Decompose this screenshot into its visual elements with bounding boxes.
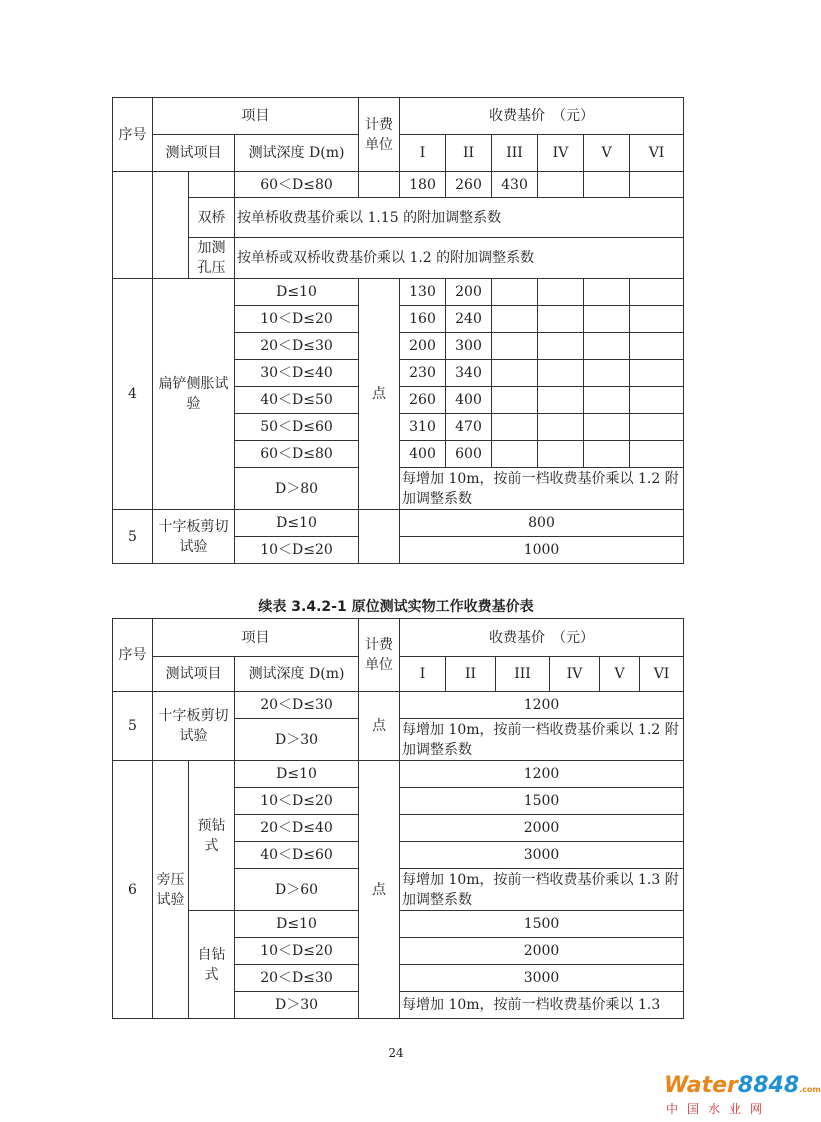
grade-2: II — [446, 657, 496, 692]
price-note-cell: 每增加 10m，按前一档收费基价乘以 1.2 附加调整系数 — [400, 468, 684, 510]
test-name-cell: 扁铲侧胀试验 — [153, 279, 235, 510]
price-cell: 2000 — [400, 938, 684, 965]
price-cell — [630, 172, 684, 198]
logo-brand-b: 8848 — [737, 1073, 800, 1098]
grade-1: I — [400, 657, 446, 692]
price-cell: 400 — [400, 441, 446, 468]
price-cell: 1200 — [400, 761, 684, 788]
price-cell: 1200 — [400, 692, 684, 719]
unit-cell: 点 — [359, 692, 400, 761]
header-price: 收费基价 （元） — [400, 619, 684, 657]
price-cell — [538, 172, 584, 198]
extra-pore-label: 加测孔压 — [189, 238, 235, 279]
price-cell — [584, 333, 630, 360]
depth-cell: 40＜D≤60 — [235, 842, 359, 869]
depth-cell: 10＜D≤20 — [235, 788, 359, 815]
price-cell — [538, 387, 584, 414]
price-cell — [584, 387, 630, 414]
price-cell — [538, 414, 584, 441]
header-test-item: 测试项目 — [153, 657, 235, 692]
unit-cell: 点 — [359, 279, 400, 510]
unit-cell: 点 — [359, 761, 400, 1019]
price-cell — [492, 387, 538, 414]
grade-1: I — [400, 135, 446, 172]
price-cell: 260 — [446, 172, 492, 198]
test-name-cell: 十字板剪切试验 — [153, 510, 235, 564]
price-cell — [584, 279, 630, 306]
price-cell: 240 — [446, 306, 492, 333]
depth-cell: D≤10 — [235, 761, 359, 788]
price-cell: 1500 — [400, 911, 684, 938]
price-cell — [630, 360, 684, 387]
price-note-cell: 每增加 10m，按前一档收费基价乘以 1.3 附加调整系数 — [400, 869, 684, 911]
depth-cell: D≤10 — [235, 279, 359, 306]
price-cell: 300 — [446, 333, 492, 360]
depth-cell: D≤10 — [235, 510, 359, 537]
seq-cell: 5 — [113, 510, 153, 564]
header-price: 收费基价 （元） — [400, 98, 684, 135]
depth-cell: 10＜D≤20 — [235, 938, 359, 965]
page-number: 24 — [388, 1046, 404, 1060]
table-caption: 续表 3.4.2-1 原位测试实物工作收费基价表 — [258, 599, 534, 615]
price-cell — [538, 360, 584, 387]
price-cell: 200 — [446, 279, 492, 306]
price-cell: 130 — [400, 279, 446, 306]
double-bridge-note: 按单桥收费基价乘以 1.15 的附加调整系数 — [235, 198, 684, 238]
cell-blank — [153, 172, 189, 279]
fee-table-1 — [112, 97, 684, 564]
depth-cell: 60＜D≤80 — [235, 441, 359, 468]
depth-cell: 20＜D≤30 — [235, 965, 359, 992]
header-unit: 计费单位 — [359, 98, 400, 172]
depth-cell: 10＜D≤20 — [235, 537, 359, 564]
price-cell: 1000 — [400, 537, 684, 564]
price-cell: 430 — [492, 172, 538, 198]
header-seq: 序号 — [113, 98, 153, 172]
price-cell: 200 — [400, 333, 446, 360]
price-cell: 470 — [446, 414, 492, 441]
header-item: 项目 — [153, 619, 359, 657]
logo-wordmark — [664, 1073, 821, 1098]
logo-domain: .com — [799, 1085, 821, 1094]
price-cell — [492, 414, 538, 441]
header-unit: 计费单位 — [359, 619, 400, 692]
price-cell — [584, 441, 630, 468]
price-cell: 1500 — [400, 788, 684, 815]
price-cell — [538, 333, 584, 360]
grade-5: V — [584, 135, 630, 172]
price-note-cell: 每增加 10m，按前一档收费基价乘以 1.3 — [400, 992, 684, 1019]
price-cell: 260 — [400, 387, 446, 414]
price-cell — [584, 306, 630, 333]
grade-5: V — [600, 657, 640, 692]
extra-pore-note: 按单桥或双桥收费基价乘以 1.2 的附加调整系数 — [235, 238, 684, 279]
site-logo — [664, 1073, 821, 1117]
price-cell: 230 — [400, 360, 446, 387]
depth-cell: 20＜D≤40 — [235, 815, 359, 842]
depth-cell: D＞30 — [235, 992, 359, 1019]
grade-6: VI — [640, 657, 684, 692]
price-cell — [630, 414, 684, 441]
seq-cell: 5 — [113, 692, 153, 761]
grade-4: IV — [538, 135, 584, 172]
depth-cell: D＞80 — [235, 468, 359, 510]
price-cell — [492, 441, 538, 468]
test-name-cell: 十字板剪切试验 — [153, 692, 235, 761]
price-cell: 400 — [446, 387, 492, 414]
grade-6: VI — [630, 135, 684, 172]
price-cell: 3000 — [400, 965, 684, 992]
price-cell — [492, 279, 538, 306]
depth-cell: D≤10 — [235, 911, 359, 938]
header-depth: 测试深度 D(m) — [235, 135, 359, 172]
grade-3: III — [496, 657, 550, 692]
price-cell — [492, 333, 538, 360]
price-cell — [538, 441, 584, 468]
price-cell — [630, 333, 684, 360]
unit-cell — [359, 510, 400, 564]
double-bridge-label: 双桥 — [189, 198, 235, 238]
price-cell — [492, 360, 538, 387]
price-cell: 340 — [446, 360, 492, 387]
cell-blank — [113, 172, 153, 279]
price-cell: 800 — [400, 510, 684, 537]
price-cell — [630, 441, 684, 468]
price-cell — [492, 306, 538, 333]
grade-4: IV — [550, 657, 600, 692]
price-cell — [630, 279, 684, 306]
method-cell: 预钻式 — [189, 761, 235, 911]
grade-3: III — [492, 135, 538, 172]
seq-cell: 4 — [113, 279, 153, 510]
price-cell — [584, 360, 630, 387]
depth-cell: 20＜D≤30 — [235, 692, 359, 719]
fee-table-2 — [112, 618, 684, 1019]
price-cell — [630, 387, 684, 414]
header-test-item: 测试项目 — [153, 135, 235, 172]
price-cell: 2000 — [400, 815, 684, 842]
method-cell: 自钻式 — [189, 911, 235, 1019]
price-cell: 600 — [446, 441, 492, 468]
price-note-cell: 每增加 10m，按前一档收费基价乘以 1.2 附加调整系数 — [400, 719, 684, 761]
logo-brand-a: Water — [664, 1073, 738, 1098]
depth-cell: 20＜D≤30 — [235, 333, 359, 360]
logo-cn-name: 中国水业网 — [666, 1102, 772, 1116]
price-cell — [630, 306, 684, 333]
seq-cell: 6 — [113, 761, 153, 1019]
header-seq: 序号 — [113, 619, 153, 692]
header-item: 项目 — [153, 98, 359, 135]
depth-cell: D＞60 — [235, 869, 359, 911]
test-name-cell: 旁压试验 — [153, 761, 189, 1019]
depth-cell: 60＜D≤80 — [235, 172, 359, 198]
header-depth: 测试深度 D(m) — [235, 657, 359, 692]
price-cell — [538, 279, 584, 306]
depth-cell: 40＜D≤50 — [235, 387, 359, 414]
price-cell: 160 — [400, 306, 446, 333]
price-cell — [584, 172, 630, 198]
price-cell — [538, 306, 584, 333]
cell-blank — [189, 172, 235, 198]
price-cell: 3000 — [400, 842, 684, 869]
price-cell: 310 — [400, 414, 446, 441]
depth-cell: 30＜D≤40 — [235, 360, 359, 387]
depth-cell: D＞30 — [235, 719, 359, 761]
depth-cell: 10＜D≤20 — [235, 306, 359, 333]
price-cell: 180 — [400, 172, 446, 198]
depth-cell: 50＜D≤60 — [235, 414, 359, 441]
price-cell — [584, 414, 630, 441]
grade-2: II — [446, 135, 492, 172]
unit-cell — [359, 172, 400, 198]
